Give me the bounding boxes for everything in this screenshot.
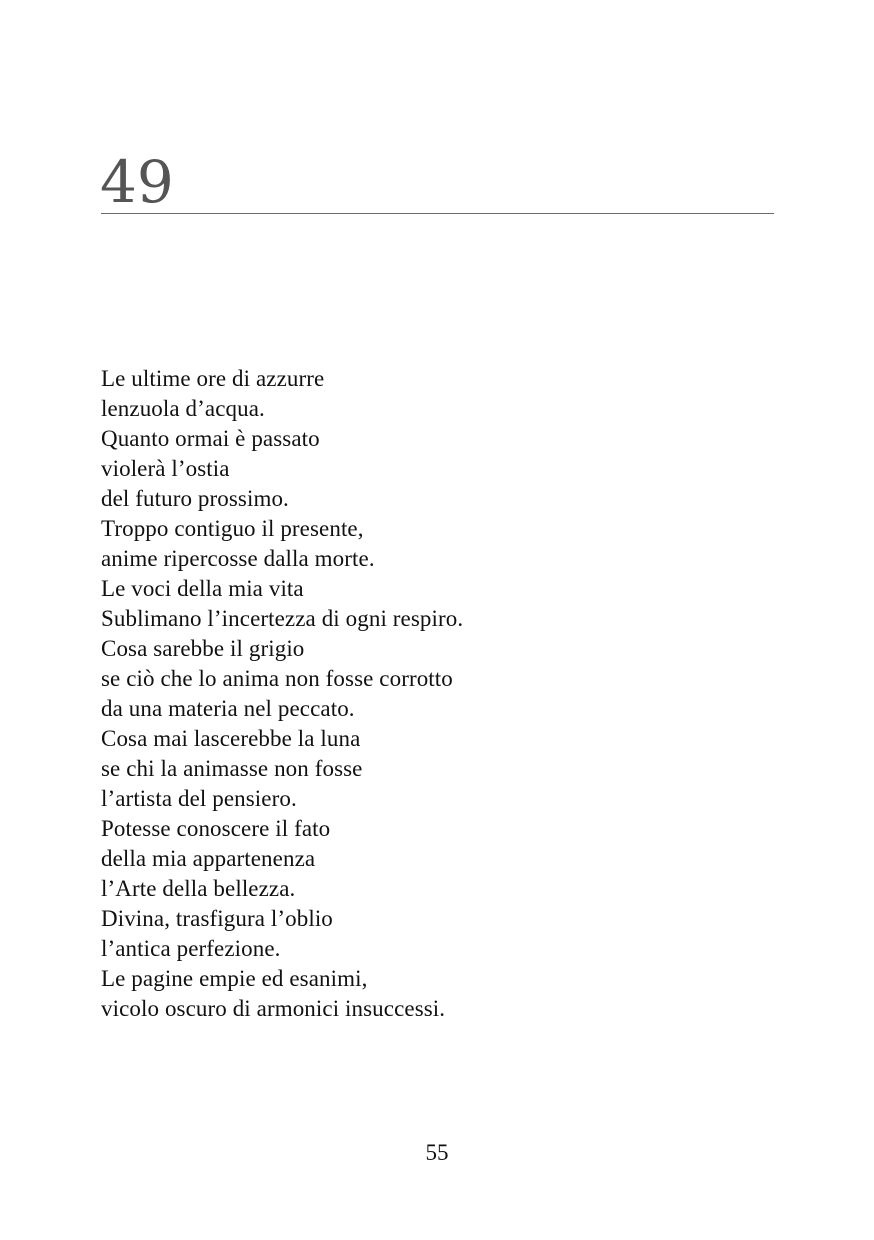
poem-line: Le ultime ore di azzurre	[101, 366, 325, 391]
poem-line: vicolo oscuro di armonici insuccessi.	[101, 996, 446, 1021]
poem-line: Cosa mai lascerebbe la luna	[101, 726, 361, 751]
poem-line: lenzuola d’acqua.	[101, 396, 265, 421]
poem-line: Divina, trasfigura l’oblio	[101, 906, 333, 931]
poem-line: Troppo contiguo il presente,	[101, 516, 364, 541]
poem-line: della mia appartenenza	[101, 846, 316, 871]
poem-line: anime ripercosse dalla morte.	[101, 546, 375, 571]
poem-line: l’Arte della bellezza.	[101, 876, 296, 901]
poem-line: l’artista del pensiero.	[101, 786, 297, 811]
poem-line: da una materia nel peccato.	[101, 696, 355, 721]
poem-line: l’antica perfezione.	[101, 936, 281, 961]
poem-line: Potesse conoscere il fato	[101, 816, 331, 841]
poem-line: Sublimano l’incertezza di ogni respiro.	[101, 606, 464, 631]
poem-body	[101, 364, 463, 1024]
chapter-number: 49	[100, 148, 174, 216]
page-number: 55	[425, 1140, 449, 1165]
poem-line: Le voci della mia vita	[101, 576, 304, 601]
poem-line: Quanto ormai è passato	[101, 426, 320, 451]
poem-line: se ciò che lo anima non fosse corrotto	[101, 666, 453, 691]
chapter-divider	[101, 213, 774, 214]
poem-line: del futuro prossimo.	[101, 486, 289, 511]
poem-line: violerà l’ostia	[101, 456, 230, 481]
poem-line: Le pagine empie ed esanimi,	[101, 966, 368, 991]
poem-line: Cosa sarebbe il grigio	[101, 636, 305, 661]
poem-line: se chi la animasse non fosse	[101, 756, 363, 781]
